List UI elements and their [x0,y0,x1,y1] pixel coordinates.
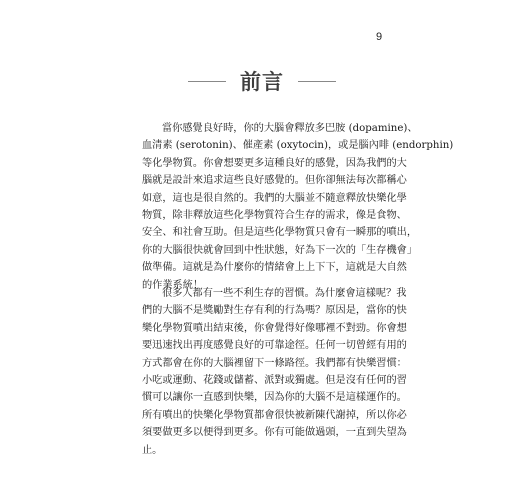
text-line: 物質，除非釋放這些化學物質符合生存的需求，像是食物、 [142,210,407,222]
text-line: 慣可以讓你一直感到快樂，因為你的大腦不是這樣運作的。 [142,392,407,404]
text-line: 如意，這也是很自然的。我們的大腦並不隨意釋放快樂化學 [142,192,407,204]
text-line: 很多人都有一些不利生存的習慣。為什麼會這樣呢？我 [162,288,407,299]
text-line: 血清素 (serotonin)、催產素 (oxytocin)，或是腦內啡 (endorphin) [142,140,454,152]
text-line: 腦就是設計來追求這些良好感覺的。但你卻無法每次都稱心 [142,175,407,187]
text-line: 當你感覺良好時，你的大腦會釋放多巴胺 (dopamine)、 [162,123,418,134]
paragraph-2 [142,285,407,459]
page-number: 9 [376,31,383,43]
chapter-heading [172,68,352,94]
text-line: 所有噴出的快樂化學物質都會很快被新陳代謝掉，所以你必 [142,409,407,421]
text-line: 樂化學物質噴出結束後，你會覺得好像哪裡不對勁。你會想 [142,322,407,334]
text-line: 的作業系統！ [142,279,204,291]
heading-rule-right [298,81,336,82]
text-line: 做準備。這就是為什麼你的情緒會上上下下，這就是大自然 [142,262,407,274]
chapter-title: 前言 [240,70,284,94]
text-line: 方式都會在你的大腦裡留下一條路徑。我們都有快樂習慣： [142,357,407,369]
text-line: 須要做更多以便得到更多。你有可能做過頭，一直到失望為 [142,427,407,439]
text-line: 安全、和社會互助。但是這些化學物質只會有一瞬那的噴出， [142,227,418,239]
text-line: 要迅速找出再度感覺良好的可靠途徑。任何一切曾經有用的 [142,340,407,352]
paragraph-1 [142,120,454,294]
text-line: 等化學物質。你會想要更多這種良好的感覺，因為我們的大 [142,157,407,169]
text-line: 止。 [142,444,163,456]
text-line: 你的大腦很快就會回到中性狀態，好為下一次的「生存機會」 [142,244,418,256]
text-line: 小吃或運動、花錢或儲蓄、派對或獨處。但是沒有任何的習 [142,375,407,387]
heading-rule-left [188,81,226,82]
text-line: 們的大腦不是獎勵對生存有利的行為嗎？原因是，當你的快 [142,305,407,317]
